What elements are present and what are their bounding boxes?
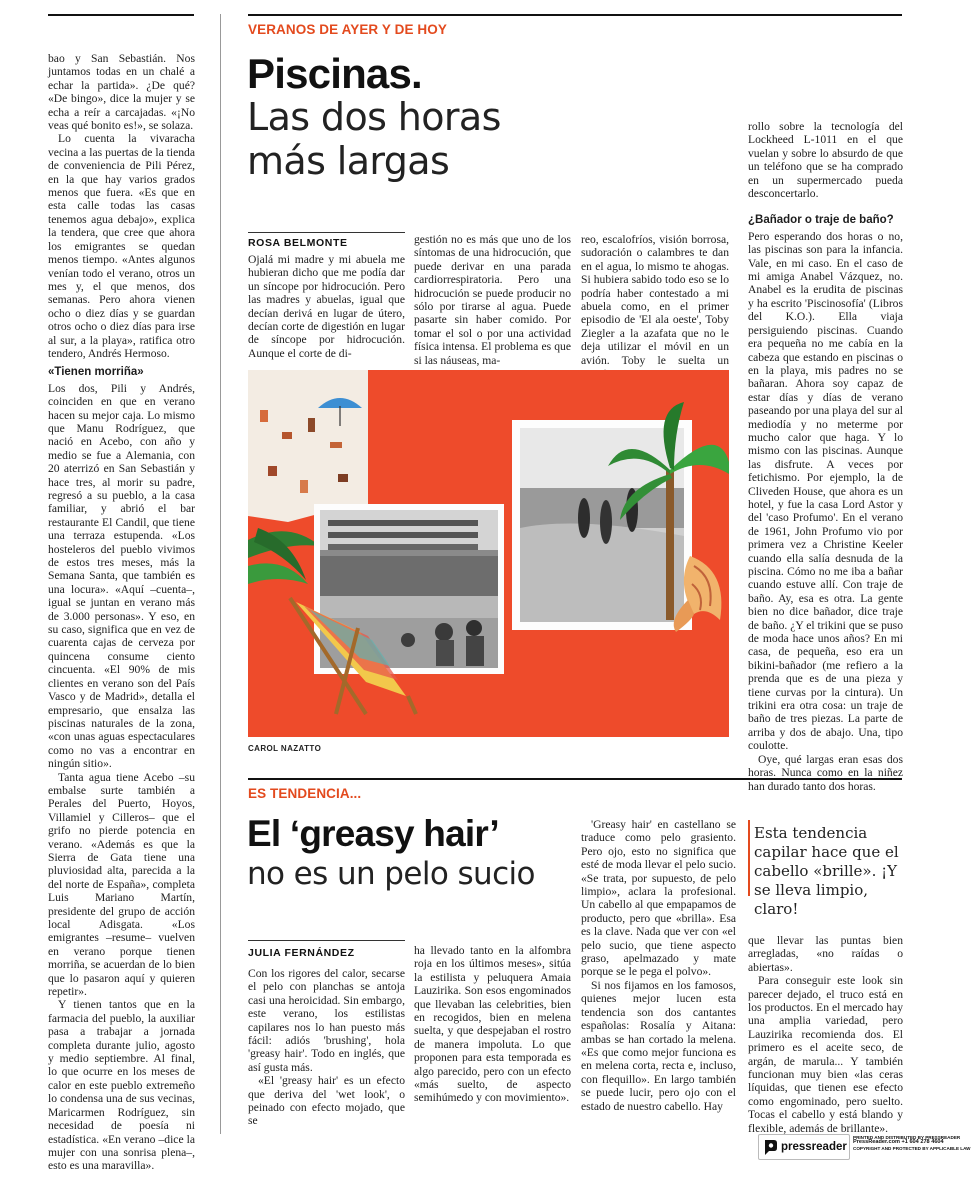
article2-col1-p1: Con los rigores del calor, secarse el pelo con planchas se antoja casi una heroicidad. Sin embargo, este verano, los estilistas capilares nos lo han puesto más fácil: adiós 'brushing', hola 'greasy hair'. Todo en inglés, que así gusta más. — [248, 967, 405, 1074]
article2-col3-p1: 'Greasy hair' en castellano se traduce como pelo grasiento. Pero ojo, esto no significa que esté de moda llevar el pelo sucio. «Se trata, por supuesto, de pelo limpio», aclara la profesional. Un cabello al que empapamos de producto, pero que «brilla». Esa es la clave. Nada que ver con «el pelo sucio, que tiene aspecto graso, apelmazado y mate porque se le pega el polvo». — [581, 818, 736, 979]
left-paragraph-3: Tanta agua tiene Acebo –su embalse surte también a Perales del Puerto, Hoyos, Villamiel y Cilleros– que el grifo no pierde potencia en verano. «Además es que la Sierra de Gata tiene una pluviosidad alta, parecida a la del norte de España», completa Luis Mariano Martín, presidente del grupo de acción local Adisgata. «Los emigrantes –resume– vuelven en verano porque tienen morriña, se acuerdan de lo bien que lo pasaron aquí y quieren repetir». — [48, 770, 195, 999]
fineprint-line-1: PRINTED AND DISTRIBUTED BY PRESSREADER — [853, 1135, 961, 1140]
article2-byline: JULIA FERNÁNDEZ — [248, 947, 355, 959]
beach-paper-scrap — [248, 370, 368, 522]
article2-col3-p2: Si nos fijamos en los famosos, quienes mejor lucen esta tendencia son dos cantantes españolas: Rosalía y Aitana: ambas se han cortado la melena. «Es que como mejor funciona es en melena corta, recta e, incluso, con flequillo». En largo también se puede lucir, pero ojo con el estado de nuestro cabello. Hay — [581, 978, 736, 1113]
article2-title-line2: no es un pelo sucio — [247, 856, 535, 892]
pressreader-icon — [763, 1139, 778, 1156]
collage-svg — [248, 370, 729, 737]
article1-col4-p1: Pero esperando dos horas o no, las piscinas son para la infancia. Vale, en mi caso. En el caso de mi amiga Anabel Vázquez, no. Anabel es la erudita de piscinas y ha escrito 'Piscinosofía' (Libros del K.O.). Ella viaja persiguiendo piscinas. Cuando era pequeña no me cabía en la cabeza que estando en piscinas o en la playa, mis padres no se bañaran. Ahora soy capaz de estar días y días de verano paseando por una playa del sur al mediodía y no meterme por mucho calor que haga. Y lo mismo con las piscinas. Aunque las disfrute. A veces por fetichismo. Por ejemplo, la de Cliveden House, que ahora es un hotel, y fue la casa Lord Astor y del 'caso Profumo'. En el verano de 1961, John Profumo vio por primera vez a Christine Keeler cuando ella salía desnuda de la piscina. Cómo no me iba a bañar cuando estuve allí. Con traje de baño. Ay, esa es otra. La gente bien no dice bañador, dice traje de baño. ¿Y el trikini que se puso de moda hace unos años? En mi casa, de pequeña, eso era un bikini-bañador (me refiero a la prenda que es de una pieza y tiene curvas por la cintura). Un trikini era otra cosa: un traje de baño de tres piezas. La parte de arriba y dos de abajo. Una, tipo coulotte. — [748, 229, 903, 753]
article2-column-1 — [248, 967, 405, 1128]
left-paragraph-4: Y tienen tantos que en la farmacia del pueblo, la auxiliar pasa a trabajar a jornada completa durante julio, agosto y medio septiembre. Al final, lo que ocurre en los meses de calor en este pueblo extremeño lo condensa una de sus vecinas, Maricarmen Rodríguez, sin necesidad de poesía ni estadística. «En verano –dice la mujer con una sonrisa plena–, esto es una maravilla». — [48, 998, 195, 1173]
article1-column-4 — [748, 120, 903, 793]
article1-column-2 — [414, 233, 571, 367]
illustration-credit: CAROL NAZATTO — [248, 744, 322, 753]
article1-title-line2: Las dos horas — [247, 95, 501, 139]
palm-leaves-left — [248, 528, 320, 584]
byline-rule-1 — [248, 232, 405, 233]
article1-byline: ROSA BELMONTE — [248, 237, 348, 249]
article2-column-3 — [581, 818, 736, 1113]
top-rule-left — [48, 14, 194, 16]
article1-col1-text: Ojalá mi madre y mi abuela me hubieran dicho que me podía dar un síncope por hidrocución. Pero las madres y abuelas, igual que decían derivá en lugar de útero, decían corte de digestión en lugar de síncope por hidrocución. Aunque el corte de di- — [248, 253, 405, 360]
column-divider — [220, 14, 221, 1134]
pressreader-logo-text: pressreader — [781, 1141, 847, 1153]
article1-col4-top: rollo sobre la tecnología del Lockheed L-1011 en el que vuelan y sobre lo absurdo de que un teléfono que se ha comprado en un supermercado pueda desconcertarlo. — [748, 120, 903, 201]
article1-title-bold: Piscinas. — [247, 50, 422, 97]
left-intro: bao y San Sebastián. Nos juntamos todas en un chalé a echar la partida». ¿De qué? «De bingo», dice la mujer y se echa a reír a carcajadas. «¡No veas qué bonito es!», se solaza. — [48, 52, 195, 133]
article2-column-4 — [748, 934, 903, 1135]
pressreader-fineprint — [853, 1135, 971, 1151]
left-subhead: «Tienen morriña» — [48, 366, 144, 379]
article1-col4-subhead: ¿Bañador o traje de baño? — [748, 214, 894, 227]
article2-kicker: ES TENDENCIA... — [248, 786, 362, 801]
fineprint-line-2: PressReader.com +1 604 278 4604 — [853, 1139, 944, 1146]
pressreader-logo[interactable] — [758, 1134, 850, 1160]
left-column — [48, 52, 195, 1173]
article1-col4-p2: Oye, qué largas eran esas dos horas. Nunca como en la niñez han durado tanto dos horas. — [748, 752, 903, 793]
fineprint-line-3: COPYRIGHT AND PROTECTED BY APPLICABLE LAW — [853, 1145, 971, 1151]
article1-col3-text: reo, escalofríos, visión borrosa, sudoración o calambres te dan en el agua, lo mismo te ahogas. Si hubiera sabido todo eso se lo podría haber contestado a mi abuela como, en el primer episodio de 'El ala oeste', Toby Ziegler a la azafata que no le deja utilizar el móvil en un avión. Toby le suelta un — [581, 233, 729, 367]
left-paragraph-2: Los dos, Pili y Andrés, coinciden en que en verano hacen su mejor caja. Lo mismo que Manu Rodríguez, que nació en Acebo, con año y medio se fue a Alemania, con 20 aterrizó en San Sebastián y hace tres, al morir su padre, regresó a su pueblo, a la casa familiar, y abrió el bar restaurante El Candil, que tiene una terraza estupenda. «Los hosteleros del pueblo vivimos de estos tres meses, más la Semana Santa, que también es una locura». «Aquí –cuenta–, igual se juntan en verano más de 3.000 personas». Y eso, en su caso, significa que en vez de cuarenta cajas de cerveza por quincena consume ciento cincuenta. «El 90% de mis clientes en verano son del País Vasco y de Madrid», detalla el empresario, que ensalza las piscinas naturales de la zona, «con unas aguas espectaculares como no vas a encontrar en ningún sitio». — [48, 381, 195, 771]
article2-col1-p2: «El 'greasy hair' es un efecto que deriva del 'wet look', o peinado con efecto mojado, que se — [248, 1074, 405, 1128]
left-paragraph-1: Lo cuenta la vivaracha vecina a las puertas de la tienda de conveniencia de Pili Pérez, en la que hay varios grados menos que fuera. «Es que en esta calle todas las casas tenemos agua debajo», explica la tendera, que cree que ahora los emigrantes se quedan menos tiempo. «Antes algunos venían todo el verano, otros un mes y, el que menos, dos semanas. Pero ahora vienen ocho o diez días y se guardan otros ocho o diez días para irse al sur, a la playa», ratifica otro tendero, Andrés Hermoso. — [48, 132, 195, 360]
collage-illustration — [248, 370, 729, 737]
sea-photo — [512, 420, 692, 630]
article2-column-2 — [414, 944, 571, 1105]
article1-column-1 — [248, 253, 405, 360]
article2-col4-p2: Para conseguir este look sin parecer dejado, el truco está en los productos. En el mercado hay una amplia variedad, pero Lauzirika recomienda dos. El primero es el aceite seco, de argán, de marula... Y también funcionan muy bien «las ceras líquidas, que tienen ese efecto como engominado, pero suelto. Tocas el cabello y está blando y flexible, además de brillante». — [748, 974, 903, 1135]
pullquote-bar — [748, 820, 750, 896]
byline-rule-2 — [248, 940, 405, 941]
pullquote: Esta tendencia capilar hace que el cabello «brille». ¡Y se lleva limpio, claro! — [754, 824, 899, 918]
article2-col2-text: ha llevado tanto en la alfombra roja en los últimos meses», sitúa la estilista y peluquera Amaia Lauzirika. Son esos engominados que llevaban las celebrities, bien en recogidos, bien en melena suelta, y que despejaban el rostro de manera impoluta. Lo que proponen para esta temporada es algo parecido, pero con un efecto «más suelto, de aspecto semihúmedo y con movimiento». — [414, 944, 571, 1105]
article2-title-bold: El ‘greasy hair’ — [247, 813, 499, 854]
article2-col4-p1: que llevar las puntas bien arregladas, «no raídas o abiertas». — [748, 934, 903, 974]
article1-kicker: VERANOS DE AYER Y DE HOY — [248, 22, 447, 37]
article1-column-3 — [581, 233, 729, 380]
article1-title-line3: más largas — [247, 139, 450, 183]
top-rule-main — [248, 14, 902, 16]
article1-col2-text: gestión no es más que uno de los síntomas de una hidrocución, que puede derivar en una parada cardiorrespiratoria. Pero una hidrocución se puede producir no sólo por tirarse al agua. Puede pasarte sin haber comido. Por tomar el sol o por una actividad física intensa. El problema es que si las náuseas, ma- — [414, 233, 571, 367]
